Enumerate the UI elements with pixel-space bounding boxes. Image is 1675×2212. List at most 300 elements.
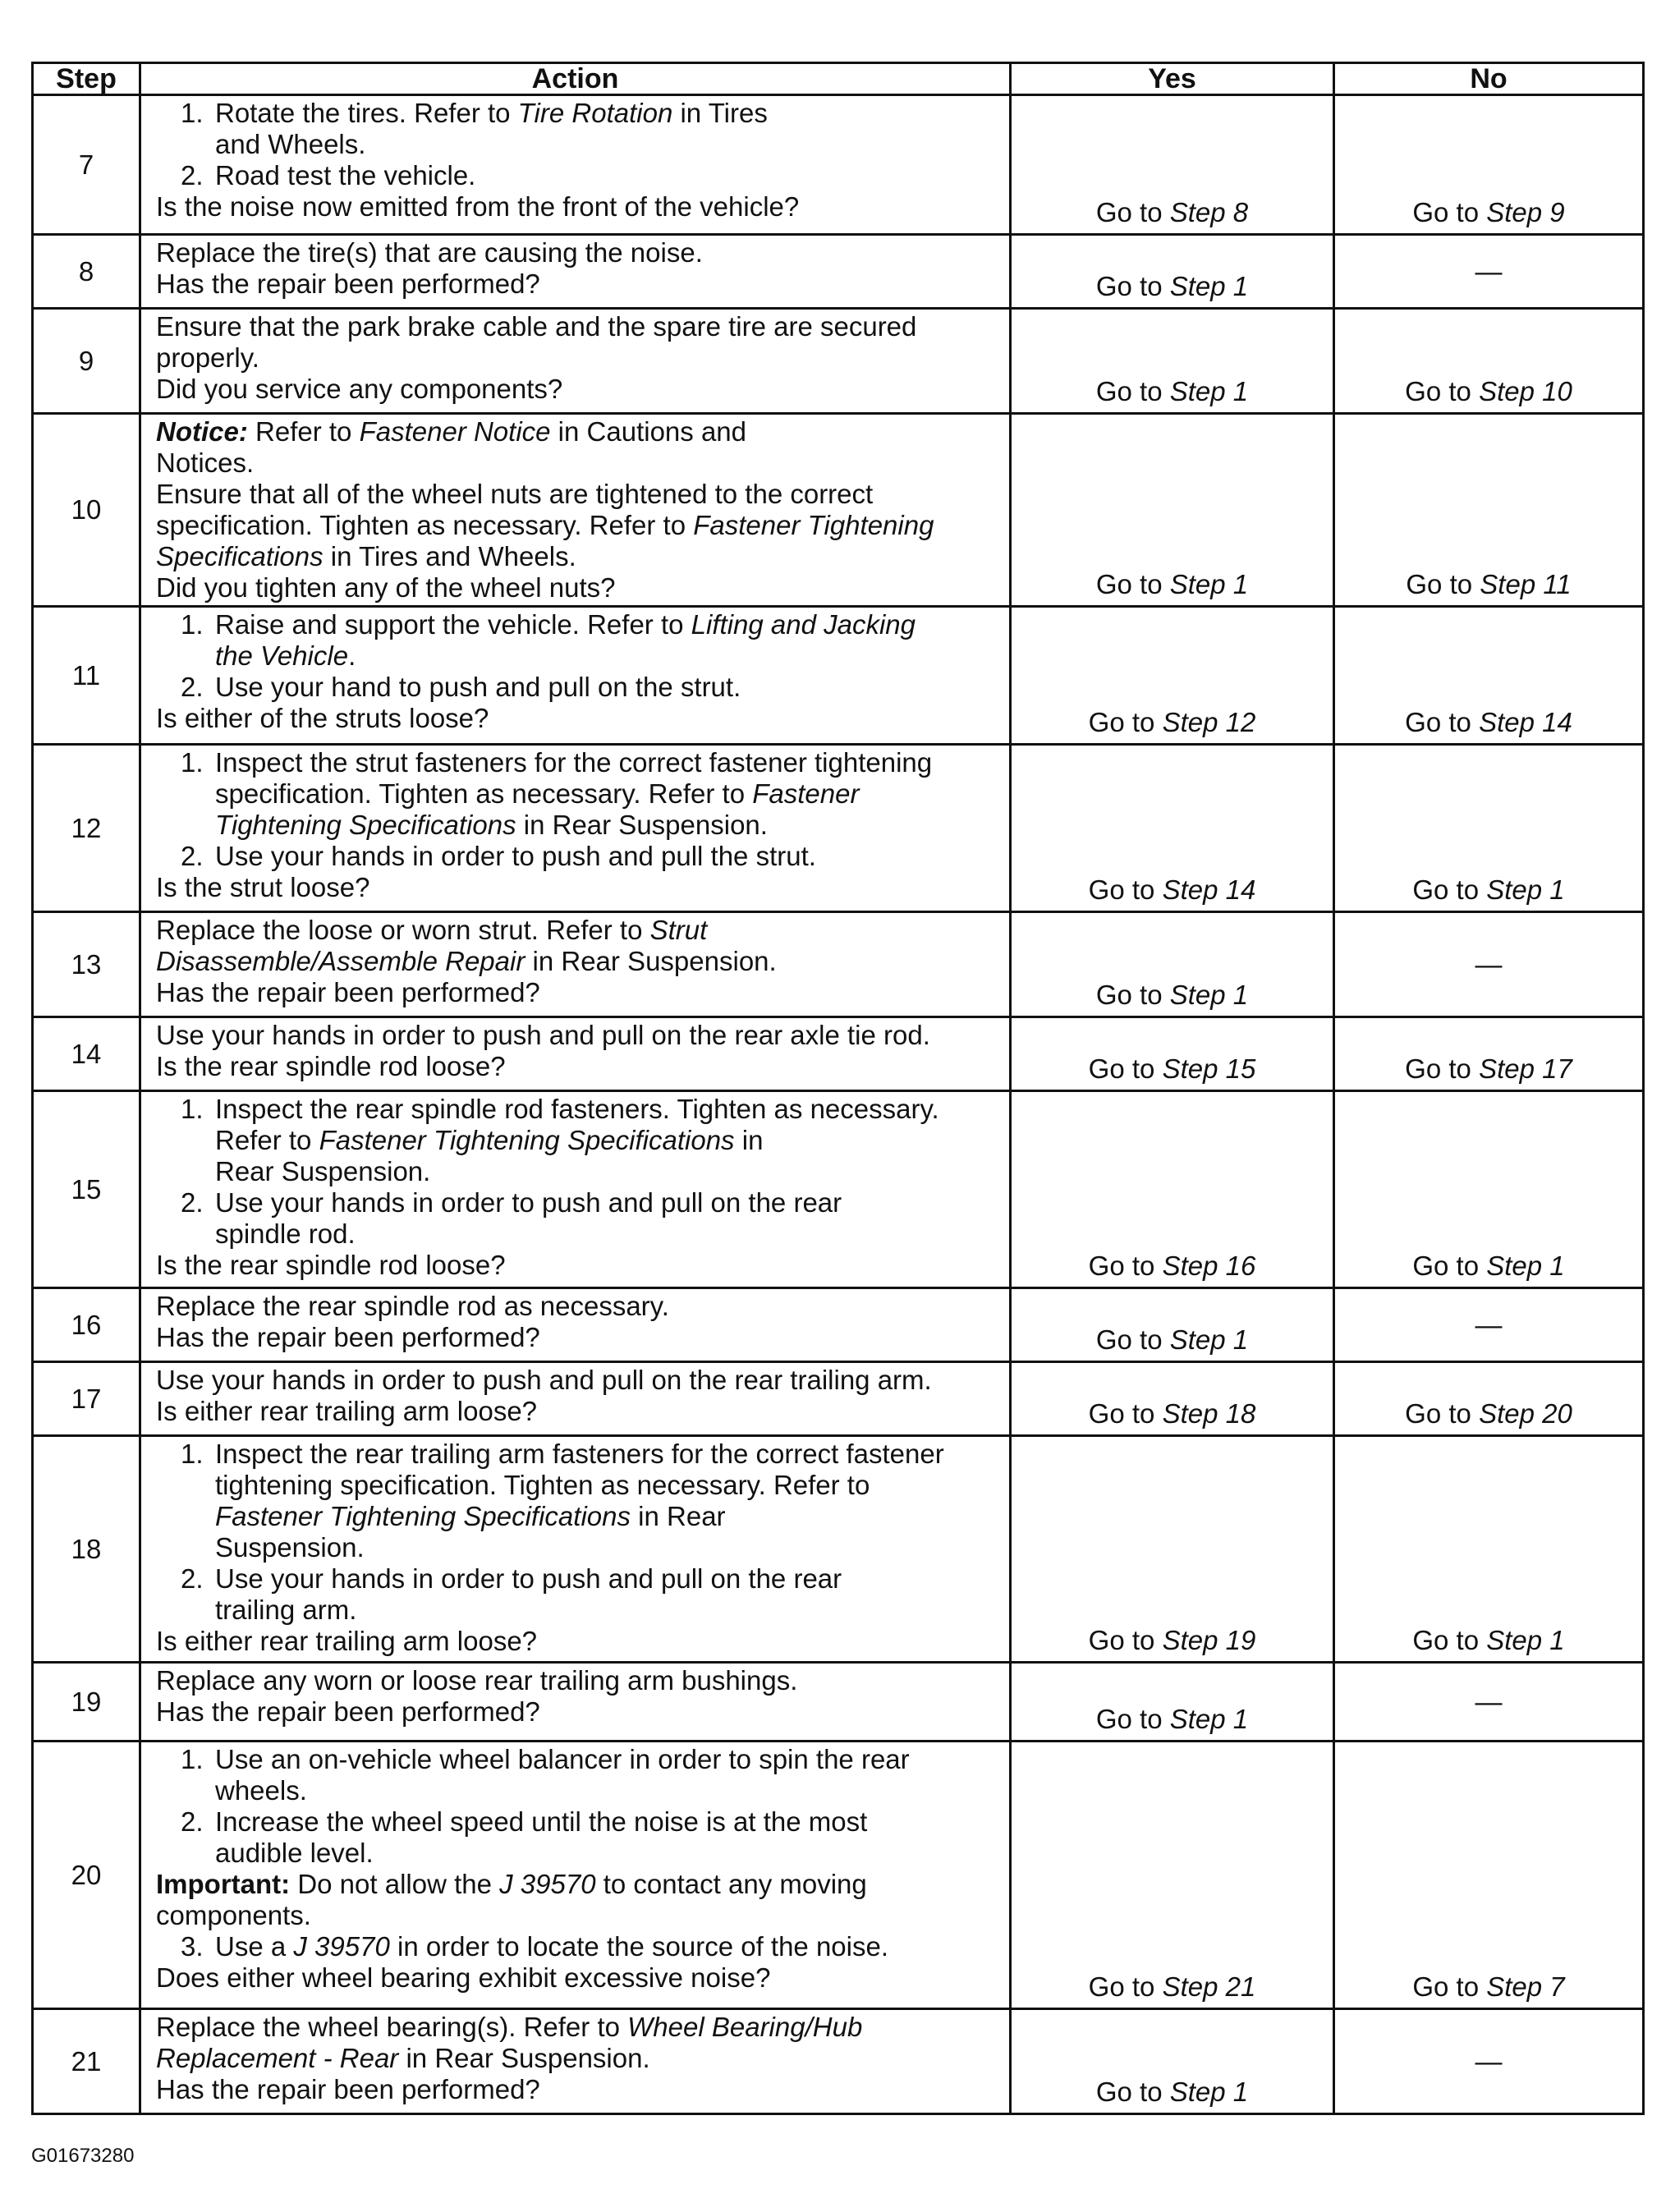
italic-ref: Fastener bbox=[752, 778, 860, 809]
italic-ref: Tire Rotation bbox=[517, 98, 673, 128]
item-continuation bbox=[156, 1470, 999, 1501]
yes-cell bbox=[1011, 1742, 1334, 2009]
text-segment: wheels. bbox=[215, 1775, 307, 1806]
action-line bbox=[156, 1869, 999, 1900]
text-segment: Use your hands in order to push and pull on the rear axle tie rod. bbox=[156, 1020, 930, 1050]
text-segment: Refer to bbox=[247, 416, 360, 447]
dash-mark: — bbox=[1475, 2045, 1503, 2077]
item-continuation bbox=[156, 1156, 999, 1187]
item-number: 1. bbox=[181, 98, 204, 128]
item-continuation bbox=[156, 1501, 999, 1532]
action-line bbox=[156, 946, 999, 977]
goto-prefix: Go to bbox=[1095, 197, 1170, 227]
text-segment: in Tires bbox=[672, 98, 768, 128]
action-line bbox=[156, 1365, 999, 1396]
goto-step-link[interactable]: Step 1 bbox=[1486, 874, 1565, 905]
action-line bbox=[156, 447, 999, 479]
table-row bbox=[33, 1436, 1644, 1663]
item-number: 1. bbox=[181, 609, 204, 640]
header-yes: Yes bbox=[1011, 63, 1334, 95]
numbered-item bbox=[156, 1806, 999, 1838]
numbered-item bbox=[156, 841, 999, 872]
table-header-row bbox=[33, 63, 1644, 95]
action-cell bbox=[140, 1663, 1011, 1742]
italic-ref: Disassemble/Assemble Repair bbox=[156, 946, 525, 976]
step-number: 18 bbox=[33, 1436, 140, 1663]
action-cell bbox=[140, 1362, 1011, 1436]
action-line bbox=[156, 1291, 999, 1322]
text-segment: Inspect the rear spindle rod fasteners. Tighten as necessary. bbox=[215, 1094, 939, 1124]
goto-prefix: Go to bbox=[1405, 1053, 1480, 1084]
goto-prefix: Go to bbox=[1405, 376, 1480, 406]
numbered-item bbox=[156, 609, 999, 640]
text-segment: Refer to bbox=[215, 1125, 319, 1155]
text-segment: in Cautions and bbox=[550, 416, 747, 447]
text-segment: in bbox=[734, 1125, 764, 1155]
table-row bbox=[33, 607, 1644, 745]
item-continuation bbox=[156, 1218, 999, 1250]
step-number: 14 bbox=[33, 1017, 140, 1091]
item-text bbox=[215, 1563, 842, 1594]
numbered-item bbox=[156, 160, 999, 191]
table-row bbox=[33, 2009, 1644, 2114]
text-segment: Do not allow the bbox=[290, 1869, 500, 1899]
item-text bbox=[215, 1806, 867, 1837]
text-segment: Suspension. bbox=[215, 1532, 365, 1563]
goto-prefix: Go to bbox=[1412, 1971, 1487, 2002]
no-cell bbox=[1334, 1017, 1644, 1091]
goto-prefix: Go to bbox=[1088, 1625, 1163, 1655]
italic-ref: the Vehicle bbox=[215, 640, 349, 671]
text-segment: Use a bbox=[215, 1931, 294, 1962]
numbered-item bbox=[156, 747, 999, 778]
item-text bbox=[215, 1439, 944, 1469]
action-cell bbox=[140, 309, 1011, 414]
yes-cell bbox=[1011, 1091, 1334, 1288]
numbered-item bbox=[156, 1563, 999, 1595]
goto-prefix: Go to bbox=[1406, 569, 1480, 599]
action-line bbox=[156, 268, 999, 300]
table-body bbox=[33, 95, 1644, 2114]
numbered-item bbox=[156, 1187, 999, 1218]
goto-prefix: Go to bbox=[1088, 707, 1163, 737]
goto-prefix: Go to bbox=[1405, 707, 1480, 737]
item-text bbox=[215, 672, 741, 702]
item-number: 1. bbox=[181, 1439, 204, 1469]
goto-step-link[interactable]: Step 1 bbox=[1169, 271, 1249, 301]
goto-step-link[interactable]: Step 9 bbox=[1486, 197, 1565, 227]
text-segment: Has the repair been performed? bbox=[156, 2074, 540, 2104]
text-segment: trailing arm. bbox=[215, 1595, 357, 1625]
action-line bbox=[156, 510, 999, 541]
yes-cell bbox=[1011, 1436, 1334, 1663]
text-segment: Is the strut loose? bbox=[156, 872, 370, 902]
item-text bbox=[215, 1187, 842, 1218]
item-continuation bbox=[156, 640, 999, 672]
text-segment: Is either rear trailing arm loose? bbox=[156, 1626, 538, 1656]
goto-prefix: Go to bbox=[1412, 197, 1487, 227]
goto-step-link[interactable]: Step 10 bbox=[1479, 376, 1572, 406]
no-cell-empty bbox=[1334, 235, 1644, 309]
step-number: 19 bbox=[33, 1663, 140, 1742]
item-number: 2. bbox=[181, 841, 204, 871]
action-line bbox=[156, 479, 999, 510]
yes-cell bbox=[1011, 1288, 1334, 1362]
action-cell bbox=[140, 2009, 1011, 2114]
yes-cell bbox=[1011, 912, 1334, 1017]
action-line bbox=[156, 342, 999, 374]
action-line bbox=[156, 572, 999, 603]
step-number: 16 bbox=[33, 1288, 140, 1362]
text-segment: Replace the wheel bearing(s). Refer to bbox=[156, 2012, 628, 2042]
goto-step-link[interactable]: Step 20 bbox=[1479, 1398, 1572, 1429]
step-number: 10 bbox=[33, 414, 140, 607]
goto-step-link[interactable]: Step 14 bbox=[1479, 707, 1572, 737]
item-continuation bbox=[156, 810, 999, 841]
action-line bbox=[156, 2043, 999, 2074]
action-line bbox=[156, 1900, 999, 1931]
action-line bbox=[156, 311, 999, 342]
item-text bbox=[215, 160, 475, 190]
step-number: 15 bbox=[33, 1091, 140, 1288]
goto-step-link[interactable]: Step 17 bbox=[1479, 1053, 1572, 1084]
text-segment: Use an on-vehicle wheel balancer in order to spin the rear bbox=[215, 1744, 910, 1774]
header-no: No bbox=[1334, 63, 1644, 95]
item-continuation bbox=[156, 1775, 999, 1806]
table-row bbox=[33, 1663, 1644, 1742]
yes-cell bbox=[1011, 414, 1334, 607]
item-text bbox=[215, 1931, 888, 1962]
yes-cell bbox=[1011, 235, 1334, 309]
diagnostic-table bbox=[31, 62, 1645, 2115]
action-cell bbox=[140, 912, 1011, 1017]
no-cell-empty bbox=[1334, 912, 1644, 1017]
item-text bbox=[215, 1744, 910, 1774]
table-row bbox=[33, 309, 1644, 414]
item-continuation bbox=[156, 778, 999, 810]
italic-ref: Specifications bbox=[156, 541, 324, 571]
action-line bbox=[156, 1962, 999, 1994]
action-line bbox=[156, 416, 999, 447]
item-number: 1. bbox=[181, 1094, 204, 1124]
action-line bbox=[156, 1250, 999, 1281]
text-segment: in order to locate the source of the noise. bbox=[389, 1931, 889, 1962]
action-line bbox=[156, 2074, 999, 2105]
header-action: Action bbox=[140, 63, 1011, 95]
yes-cell bbox=[1011, 1362, 1334, 1436]
text-segment: Use your hands in order to push and pull on the rear bbox=[215, 1563, 842, 1594]
text-segment: Road test the vehicle. bbox=[215, 160, 476, 190]
no-cell bbox=[1334, 95, 1644, 235]
goto-step-link[interactable]: Step 1 bbox=[1169, 2077, 1249, 2107]
no-cell bbox=[1334, 1362, 1644, 1436]
text-segment: in Rear Suspension. bbox=[398, 2043, 650, 2073]
numbered-item bbox=[156, 1094, 999, 1125]
goto-prefix: Go to bbox=[1095, 569, 1170, 599]
item-continuation bbox=[156, 1838, 999, 1869]
bold-label: Important: bbox=[156, 1869, 291, 1899]
goto-step-link[interactable]: Step 16 bbox=[1162, 1251, 1256, 1281]
goto-step-link[interactable]: Step 19 bbox=[1162, 1625, 1256, 1655]
no-cell bbox=[1334, 414, 1644, 607]
item-number: 2. bbox=[181, 672, 204, 702]
text-segment: Rear Suspension. bbox=[215, 1156, 431, 1186]
step-number: 13 bbox=[33, 912, 140, 1017]
action-line bbox=[156, 374, 999, 405]
text-segment: Replace the loose or worn strut. Refer to bbox=[156, 915, 650, 945]
item-continuation bbox=[156, 1595, 999, 1626]
numbered-item bbox=[156, 1931, 999, 1962]
table-row bbox=[33, 1091, 1644, 1288]
text-segment: Has the repair been performed? bbox=[156, 1322, 540, 1352]
text-segment: Did you service any components? bbox=[156, 374, 563, 404]
goto-prefix: Go to bbox=[1095, 2077, 1170, 2107]
no-cell bbox=[1334, 1742, 1644, 2009]
item-number: 2. bbox=[181, 1187, 204, 1218]
action-line bbox=[156, 872, 999, 903]
goto-step-link[interactable]: Step 8 bbox=[1169, 197, 1249, 227]
yes-cell bbox=[1011, 2009, 1334, 2114]
numbered-item bbox=[156, 672, 999, 703]
action-line bbox=[156, 191, 999, 223]
text-segment: Ensure that the park brake cable and the spare tire are secured bbox=[156, 311, 917, 342]
text-segment: Replace any worn or loose rear trailing arm bushings. bbox=[156, 1665, 798, 1696]
item-continuation bbox=[156, 129, 999, 160]
goto-prefix: Go to bbox=[1095, 376, 1170, 406]
text-segment: Has the repair been performed? bbox=[156, 1696, 540, 1727]
goto-step-link[interactable]: Step 1 bbox=[1169, 980, 1249, 1010]
text-segment: specification. Tighten as necessary. Refer to bbox=[215, 778, 753, 809]
text-segment: audible level. bbox=[215, 1838, 374, 1868]
no-cell-empty bbox=[1334, 1288, 1644, 1362]
text-segment: Inspect the rear trailing arm fasteners for the correct fastener bbox=[215, 1439, 944, 1469]
text-segment: Inspect the strut fasteners for the correct fastener tightening bbox=[215, 747, 933, 778]
no-cell-empty bbox=[1334, 1663, 1644, 1742]
text-segment: Did you tighten any of the wheel nuts? bbox=[156, 572, 616, 603]
text-segment: Is either rear trailing arm loose? bbox=[156, 1396, 538, 1426]
numbered-item bbox=[156, 98, 999, 129]
table-row bbox=[33, 414, 1644, 607]
text-segment: Does either wheel bearing exhibit excessive noise? bbox=[156, 1962, 771, 1993]
action-cell bbox=[140, 745, 1011, 912]
yes-cell bbox=[1011, 95, 1334, 235]
action-line bbox=[156, 237, 999, 268]
item-text bbox=[215, 1094, 939, 1124]
text-segment: and Wheels. bbox=[215, 129, 366, 159]
goto-prefix: Go to bbox=[1095, 1324, 1170, 1355]
text-segment: Raise and support the vehicle. Refer to bbox=[215, 609, 691, 640]
item-number: 2. bbox=[181, 1563, 204, 1594]
text-segment: Use your hands in order to push and pull on the rear bbox=[215, 1187, 842, 1218]
no-cell bbox=[1334, 607, 1644, 745]
goto-step-link[interactable]: Step 1 bbox=[1169, 569, 1249, 599]
item-continuation bbox=[156, 1125, 999, 1156]
bold-italic-label: Notice: bbox=[156, 416, 248, 447]
step-number: 12 bbox=[33, 745, 140, 912]
table-row bbox=[33, 1362, 1644, 1436]
yes-cell bbox=[1011, 1017, 1334, 1091]
goto-prefix: Go to bbox=[1095, 980, 1170, 1010]
yes-cell bbox=[1011, 607, 1334, 745]
goto-step-link[interactable]: Step 18 bbox=[1162, 1398, 1256, 1429]
text-segment: Increase the wheel speed until the noise is at the most bbox=[215, 1806, 868, 1837]
header-step: Step bbox=[33, 63, 140, 95]
italic-ref: Lifting and Jacking bbox=[691, 609, 916, 640]
item-text bbox=[215, 609, 916, 640]
goto-prefix: Go to bbox=[1088, 1053, 1163, 1084]
goto-step-link[interactable]: Step 11 bbox=[1480, 569, 1572, 599]
goto-prefix: Go to bbox=[1412, 1625, 1487, 1655]
goto-step-link[interactable]: Step 1 bbox=[1169, 1704, 1249, 1734]
table-row bbox=[33, 1017, 1644, 1091]
text-segment: Has the repair been performed? bbox=[156, 977, 540, 1007]
action-cell bbox=[140, 95, 1011, 235]
action-cell bbox=[140, 414, 1011, 607]
text-segment: spindle rod. bbox=[215, 1218, 356, 1249]
text-segment: properly. bbox=[156, 342, 259, 373]
item-text bbox=[215, 747, 932, 778]
goto-step-link[interactable]: Step 15 bbox=[1162, 1053, 1256, 1084]
text-segment: to contact any moving bbox=[595, 1869, 867, 1899]
item-number: 3. bbox=[181, 1931, 204, 1962]
item-text bbox=[215, 841, 816, 871]
action-line bbox=[156, 2012, 999, 2043]
no-cell bbox=[1334, 1091, 1644, 1288]
item-number: 2. bbox=[181, 1806, 204, 1837]
item-number: 1. bbox=[181, 1744, 204, 1774]
table-row bbox=[33, 912, 1644, 1017]
figure-id: G01673280 bbox=[31, 2145, 135, 2167]
step-number: 17 bbox=[33, 1362, 140, 1436]
goto-step-link[interactable]: Step 14 bbox=[1162, 874, 1256, 905]
text-segment: in Tires and Wheels. bbox=[323, 541, 576, 571]
dash-mark: — bbox=[1475, 948, 1503, 980]
action-line bbox=[156, 1020, 999, 1051]
goto-step-link[interactable]: Step 12 bbox=[1162, 707, 1256, 737]
text-segment: in Rear bbox=[631, 1501, 726, 1531]
text-segment: tightening specification. Tighten as necessary. Refer to bbox=[215, 1470, 870, 1500]
italic-ref: Fastener Notice bbox=[359, 416, 551, 447]
goto-step-link[interactable]: Step 21 bbox=[1162, 1971, 1256, 2002]
goto-step-link[interactable]: Step 1 bbox=[1169, 1324, 1249, 1355]
goto-prefix: Go to bbox=[1095, 1704, 1170, 1734]
action-line bbox=[156, 1322, 999, 1353]
goto-step-link[interactable]: Step 1 bbox=[1486, 1625, 1565, 1655]
dash-mark: — bbox=[1475, 1309, 1503, 1340]
action-cell bbox=[140, 1436, 1011, 1663]
goto-prefix: Go to bbox=[1088, 874, 1163, 905]
action-cell bbox=[140, 1288, 1011, 1362]
table-row bbox=[33, 235, 1644, 309]
action-line bbox=[156, 1396, 999, 1427]
no-cell-empty bbox=[1334, 2009, 1644, 2114]
action-cell bbox=[140, 607, 1011, 745]
goto-prefix: Go to bbox=[1088, 1251, 1163, 1281]
action-line bbox=[156, 915, 999, 946]
dash-mark: — bbox=[1475, 1686, 1503, 1717]
step-number: 11 bbox=[33, 607, 140, 745]
italic-ref: Fastener Tightening Specifications bbox=[215, 1501, 631, 1531]
text-segment: Has the repair been performed? bbox=[156, 268, 540, 299]
text-segment: Replace the rear spindle rod as necessary. bbox=[156, 1291, 669, 1321]
italic-ref: Fastener Tightening Specifications bbox=[319, 1125, 735, 1155]
yes-cell bbox=[1011, 309, 1334, 414]
text-segment: Is the noise now emitted from the front of the vehicle? bbox=[156, 191, 800, 222]
table-row bbox=[33, 1742, 1644, 2009]
text-segment: Use your hand to push and pull on the strut. bbox=[215, 672, 741, 702]
step-number: 20 bbox=[33, 1742, 140, 2009]
text-segment: components. bbox=[156, 1900, 311, 1930]
text-segment: Use your hands in order to push and pull the strut. bbox=[215, 841, 816, 871]
goto-prefix: Go to bbox=[1088, 1971, 1163, 2002]
step-number: 7 bbox=[33, 95, 140, 235]
action-line bbox=[156, 1051, 999, 1082]
item-continuation bbox=[156, 1532, 999, 1563]
yes-cell bbox=[1011, 1663, 1334, 1742]
italic-ref: Strut bbox=[649, 915, 708, 945]
item-text bbox=[215, 98, 768, 128]
goto-prefix: Go to bbox=[1412, 874, 1487, 905]
no-cell bbox=[1334, 745, 1644, 912]
item-number: 2. bbox=[181, 160, 204, 190]
text-segment: Is either of the struts loose? bbox=[156, 703, 489, 733]
italic-ref: Fastener Tightening bbox=[693, 510, 934, 540]
italic-ref: J 39570 bbox=[293, 1931, 390, 1962]
yes-cell bbox=[1011, 745, 1334, 912]
action-cell bbox=[140, 1017, 1011, 1091]
step-number: 8 bbox=[33, 235, 140, 309]
text-segment: in Rear Suspension. bbox=[525, 946, 777, 976]
action-line bbox=[156, 1696, 999, 1728]
text-segment: Rotate the tires. Refer to bbox=[215, 98, 518, 128]
action-cell bbox=[140, 1091, 1011, 1288]
action-cell bbox=[140, 235, 1011, 309]
step-number: 9 bbox=[33, 309, 140, 414]
action-line bbox=[156, 1665, 999, 1696]
italic-ref: Wheel Bearing/Hub bbox=[627, 2012, 863, 2042]
text-segment: in Rear Suspension. bbox=[516, 810, 768, 840]
action-line bbox=[156, 977, 999, 1008]
action-line bbox=[156, 1626, 999, 1657]
goto-prefix: Go to bbox=[1412, 1251, 1487, 1281]
no-cell bbox=[1334, 309, 1644, 414]
text-segment: Replace the tire(s) that are causing the noise. bbox=[156, 237, 703, 268]
italic-ref: Replacement - Rear bbox=[156, 2043, 399, 2073]
numbered-item bbox=[156, 1744, 999, 1775]
goto-prefix: Go to bbox=[1088, 1398, 1163, 1429]
text-segment: Use your hands in order to push and pull on the rear trailing arm. bbox=[156, 1365, 932, 1395]
goto-prefix: Go to bbox=[1095, 271, 1170, 301]
goto-step-link[interactable]: Step 7 bbox=[1486, 1971, 1565, 2002]
text-segment: . bbox=[348, 640, 356, 671]
text-segment: Is the rear spindle rod loose? bbox=[156, 1250, 506, 1280]
italic-ref: Tightening Specifications bbox=[215, 810, 516, 840]
table-row bbox=[33, 745, 1644, 912]
text-segment: Notices. bbox=[156, 447, 255, 478]
goto-step-link[interactable]: Step 1 bbox=[1169, 376, 1249, 406]
action-line bbox=[156, 541, 999, 572]
text-segment: Is the rear spindle rod loose? bbox=[156, 1051, 506, 1081]
goto-step-link[interactable]: Step 1 bbox=[1486, 1251, 1565, 1281]
action-line bbox=[156, 703, 999, 734]
italic-ref: J 39570 bbox=[499, 1869, 596, 1899]
goto-prefix: Go to bbox=[1405, 1398, 1480, 1429]
action-cell bbox=[140, 1742, 1011, 2009]
no-cell bbox=[1334, 1436, 1644, 1663]
text-segment: Ensure that all of the wheel nuts are tightened to the correct bbox=[156, 479, 874, 509]
table-row bbox=[33, 95, 1644, 235]
dash-mark: — bbox=[1475, 255, 1503, 287]
